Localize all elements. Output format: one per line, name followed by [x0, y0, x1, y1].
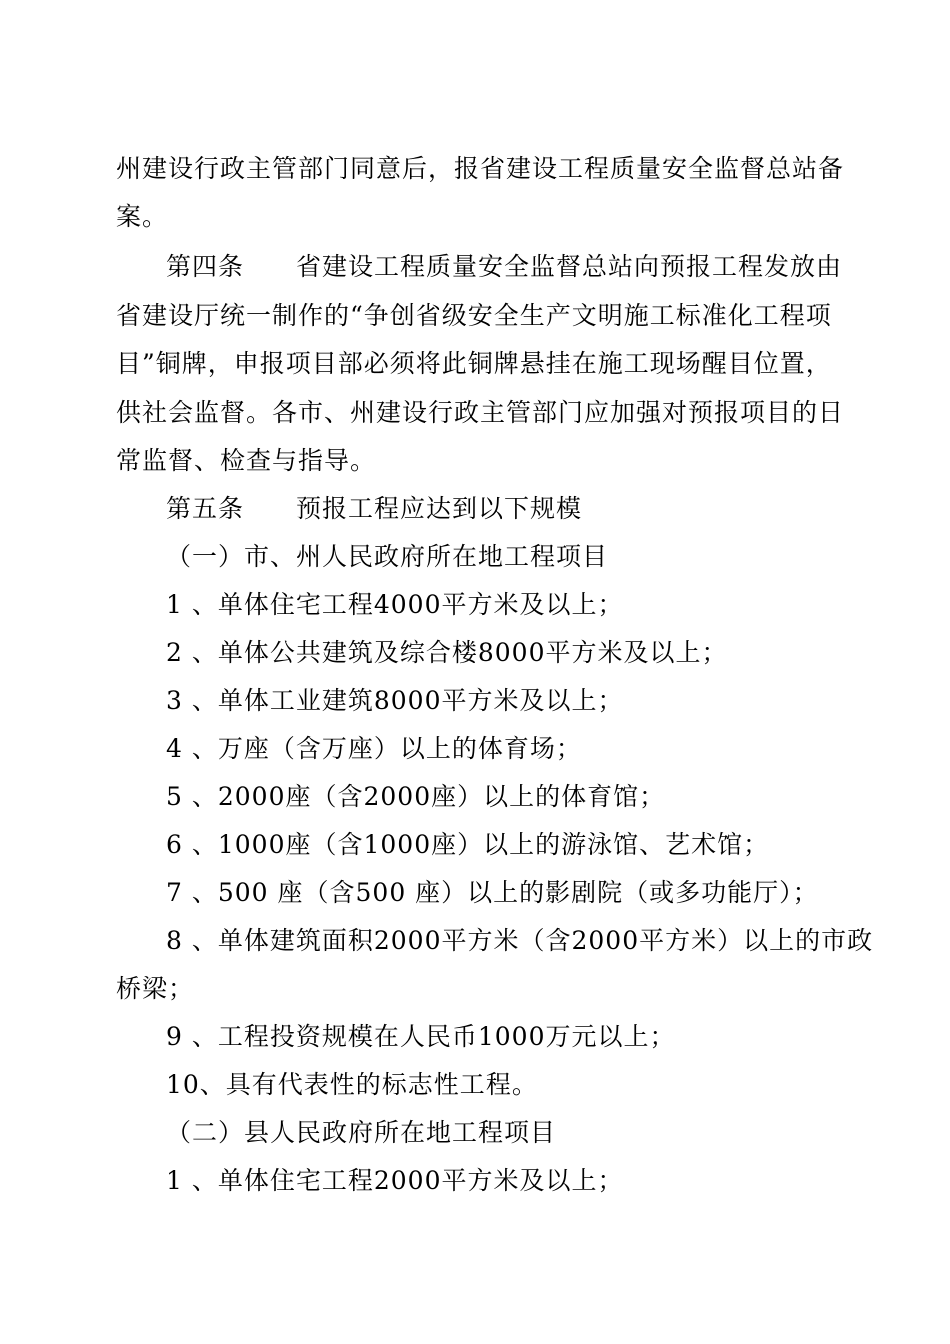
list-item: 10、具有代表性的标志性工程。: [166, 1070, 538, 1099]
list-item-continuation: 桥梁；: [116, 974, 195, 1003]
paragraph-line: 州建设行政主管部门同意后，报省建设工程质量安全监督总站备: [116, 154, 845, 183]
section-heading-line: （一）市、州人民政府所在地工程项目: [166, 542, 609, 571]
paragraph-line: 省建设厅统一制作的“争创省级安全生产文明施工标准化工程项: [116, 301, 832, 330]
paragraph-line: 常监督、检查与指导。: [116, 446, 377, 475]
list-item: 9 、工程投资规模在人民币1000万元以上；: [166, 1022, 676, 1051]
article-heading-line: 第四条 省建设工程质量安全监督总站向预报工程发放由: [166, 252, 843, 281]
list-item: 8 、单体建筑面积2000平方米（含2000平方米）以上的市政: [166, 926, 874, 955]
list-item: 5 、2000座（含2000座）以上的体育馆；: [166, 782, 666, 811]
list-item: 4 、万座（含万座）以上的体育场；: [166, 734, 582, 763]
list-item: 7 、500 座（含500 座）以上的影剧院（或多功能厅）；: [166, 878, 819, 907]
list-item: 1 、单体住宅工程4000平方米及以上；: [166, 590, 624, 619]
article-heading-line: 第五条 预报工程应达到以下规模: [166, 494, 583, 523]
paragraph-line: 供社会监督。各市、州建设行政主管部门应加强对预报项目的日: [116, 398, 845, 427]
section-heading-line: （二）县人民政府所在地工程项目: [166, 1118, 557, 1147]
paragraph-line: 案。: [116, 202, 169, 231]
list-item: 2 、单体公共建筑及综合楼8000平方米及以上；: [166, 638, 728, 667]
list-item: 6 、1000座（含1000座）以上的游泳馆、艺术馆；: [166, 830, 770, 859]
list-item: 3 、单体工业建筑8000平方米及以上；: [166, 686, 624, 715]
list-item: 1 、单体住宅工程2000平方米及以上；: [166, 1166, 624, 1195]
paragraph-line: 目”铜牌，申报项目部必须将此铜牌悬挂在施工现场醒目位置，: [116, 349, 832, 378]
